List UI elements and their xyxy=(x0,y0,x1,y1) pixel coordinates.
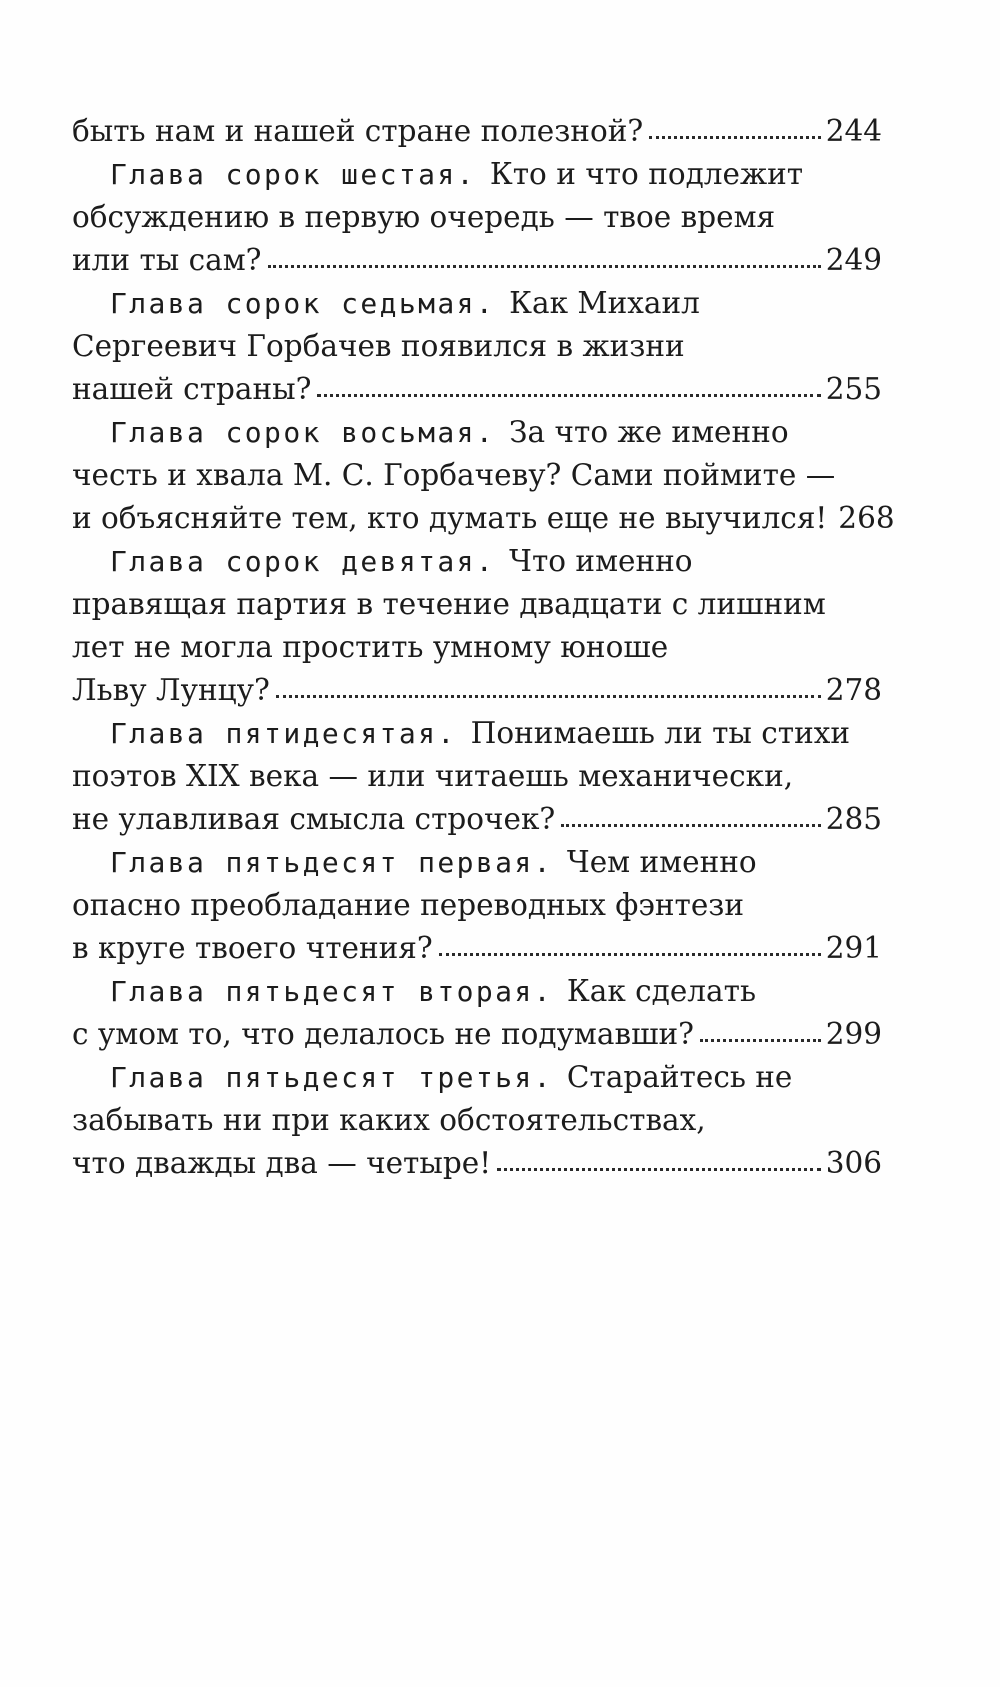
toc-entry-text: За что же именно xyxy=(509,415,789,449)
chapter-heading: Глава пятьдесят вторая. xyxy=(110,975,553,1008)
toc-entry-text: или ты сам? xyxy=(72,243,262,277)
toc-entry-text: Чем именно xyxy=(566,845,757,879)
page-number: 291 xyxy=(825,931,882,965)
toc-entry-line xyxy=(72,368,882,411)
toc-entry-line xyxy=(72,798,882,841)
dot-leader xyxy=(317,394,820,397)
toc-entry-text: Понимаешь ли ты стихи xyxy=(470,716,851,750)
page-number: 299 xyxy=(825,1017,882,1051)
toc-entry-text: нашей страны? xyxy=(72,372,312,406)
dot-leader xyxy=(561,824,820,827)
toc-entry-line: поэтов XIX века — или читаешь механически, xyxy=(72,759,794,793)
toc-entry-chapter-49 xyxy=(72,540,882,583)
page-number: 278 xyxy=(825,673,882,707)
toc-entry-chapter-46 xyxy=(72,153,882,196)
page-number: 255 xyxy=(825,372,882,406)
chapter-heading: Глава сорок девятая. xyxy=(110,545,496,578)
dot-leader xyxy=(700,1039,821,1042)
toc-entry-text: в круге твоего чтения? xyxy=(72,931,433,965)
toc-entry-line: Сергеевич Горбачев появился в жизни xyxy=(72,329,685,363)
toc-entry-text: с умом то, что делалось не подумавши? xyxy=(72,1017,694,1051)
toc-entry-line: лет не могла простить умному юноше xyxy=(72,630,669,664)
toc-entry-chapter-47 xyxy=(72,282,882,325)
toc-entry-line xyxy=(72,669,882,712)
toc-entry-line: обсуждению в первую очередь — твое время xyxy=(72,200,776,234)
toc-entry-line: правящая партия в течение двадцати с лишним xyxy=(72,587,826,621)
toc-entry-continued xyxy=(72,110,882,153)
toc-entry-chapter-52 xyxy=(72,970,882,1013)
toc-entry-text: что дважды два — четыре! xyxy=(72,1146,492,1180)
toc-entry-text: не улавливая смысла строчек? xyxy=(72,802,556,836)
chapter-heading: Глава сорок шестая. xyxy=(110,158,476,191)
toc-entry-line xyxy=(72,1013,882,1056)
toc-entry-line xyxy=(72,927,882,970)
page-number: 244 xyxy=(825,114,882,148)
page-number: 268 xyxy=(838,501,895,535)
dot-leader xyxy=(649,136,820,139)
page-number: 285 xyxy=(825,802,882,836)
dot-leader xyxy=(497,1168,821,1171)
table-of-contents xyxy=(72,110,895,1185)
toc-entry-text: Как Михаил xyxy=(509,286,700,320)
toc-entry-text: Старайтесь не xyxy=(566,1060,793,1094)
dot-leader xyxy=(439,953,821,956)
dot-leader xyxy=(268,265,821,268)
toc-entry-line xyxy=(72,1142,882,1185)
chapter-heading: Глава пятьдесят первая. xyxy=(110,846,553,879)
toc-entry-chapter-48 xyxy=(72,411,882,454)
chapter-heading: Глава пятьдесят третья. xyxy=(110,1061,553,1094)
chapter-heading: Глава сорок седьмая. xyxy=(110,287,496,320)
toc-entry-line xyxy=(72,239,882,282)
toc-entry-text: быть нам и нашей стране полезной? xyxy=(72,114,644,148)
chapter-heading: Глава сорок восьмая. xyxy=(110,416,496,449)
toc-entry-chapter-50 xyxy=(72,712,882,755)
toc-entry-line: забывать ни при каких обстоятельствах, xyxy=(72,1103,706,1137)
toc-entry-chapter-51 xyxy=(72,841,882,884)
toc-entry-text: Что именно xyxy=(509,544,693,578)
toc-entry-text: и объясняйте тем, кто думать еще не выучился! xyxy=(72,501,828,535)
toc-entry-text: Льву Лунцу? xyxy=(72,673,270,707)
chapter-heading: Глава пятидесятая. xyxy=(110,717,457,750)
toc-entry-line: опасно преобладание переводных фэнтези xyxy=(72,888,745,922)
page-number: 306 xyxy=(825,1146,882,1180)
toc-entry-text: Как сделать xyxy=(566,974,757,1008)
page-number: 249 xyxy=(825,243,882,277)
toc-entry-chapter-53 xyxy=(72,1056,882,1099)
dot-leader xyxy=(276,695,821,698)
toc-entry-text: Кто и что подлежит xyxy=(489,157,804,191)
toc-entry-line: честь и хвала М. С. Горбачеву? Сами поймите — xyxy=(72,458,836,492)
toc-entry-line xyxy=(72,497,895,540)
